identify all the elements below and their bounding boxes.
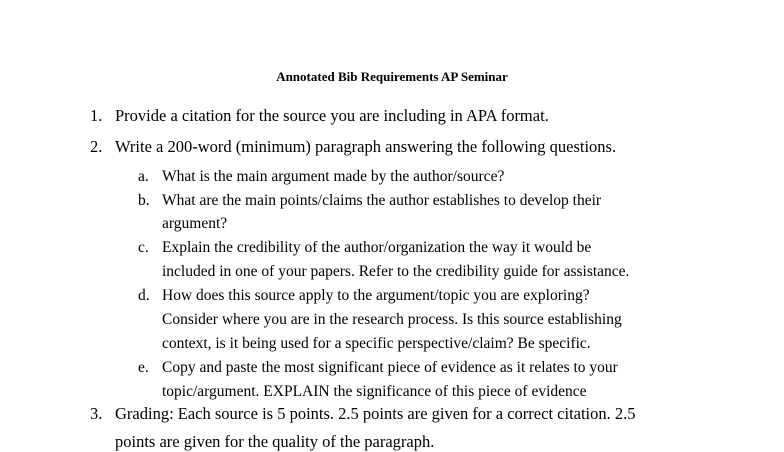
sublist-text: context, is it being used for a specific perspective/claim? Be specific.: [162, 335, 591, 352]
sublist-letter: b.: [138, 192, 150, 209]
document-title: Annotated Bib Requirements AP Seminar: [276, 69, 508, 84]
sublist-text: topic/argument. EXPLAIN the significance of this piece of evidence: [162, 383, 587, 400]
list-item-number: 1.: [90, 106, 103, 125]
sublist-text: argument?: [162, 215, 228, 232]
list-item-number: 3.: [90, 404, 103, 423]
sublist-letter: a.: [138, 168, 149, 185]
sublist-letter: d.: [138, 287, 150, 304]
sublist-text: included in one of your papers. Refer to the credibility guide for assistance.: [162, 263, 630, 280]
sublist-letter: c.: [138, 239, 149, 256]
sublist-letter: e.: [138, 359, 149, 376]
list-item-number: 2.: [90, 137, 103, 156]
sublist-text: Consider where you are in the research process. Is this source establishing: [162, 311, 622, 328]
list-item-text: Provide a citation for the source you are including in APA format.: [115, 106, 549, 125]
list-item-text: Write a 200-word (minimum) paragraph answering the following questions.: [115, 137, 617, 156]
sublist-text: What are the main points/claims the author establishes to develop their: [162, 192, 602, 209]
sublist-text: Copy and paste the most significant piece of evidence as it relates to your: [162, 359, 618, 376]
list-item-text: Grading: Each source is 5 points. 2.5 points are given for a correct citation. 2.5: [115, 404, 636, 423]
sublist-text: Explain the credibility of the author/organization the way it would be: [162, 239, 592, 256]
list-item-text-continued: points are given for the quality of the paragraph.: [115, 432, 435, 451]
sublist-text: What is the main argument made by the author/source?: [162, 168, 505, 185]
sublist-text: How does this source apply to the argument/topic you are exploring?: [162, 287, 590, 304]
